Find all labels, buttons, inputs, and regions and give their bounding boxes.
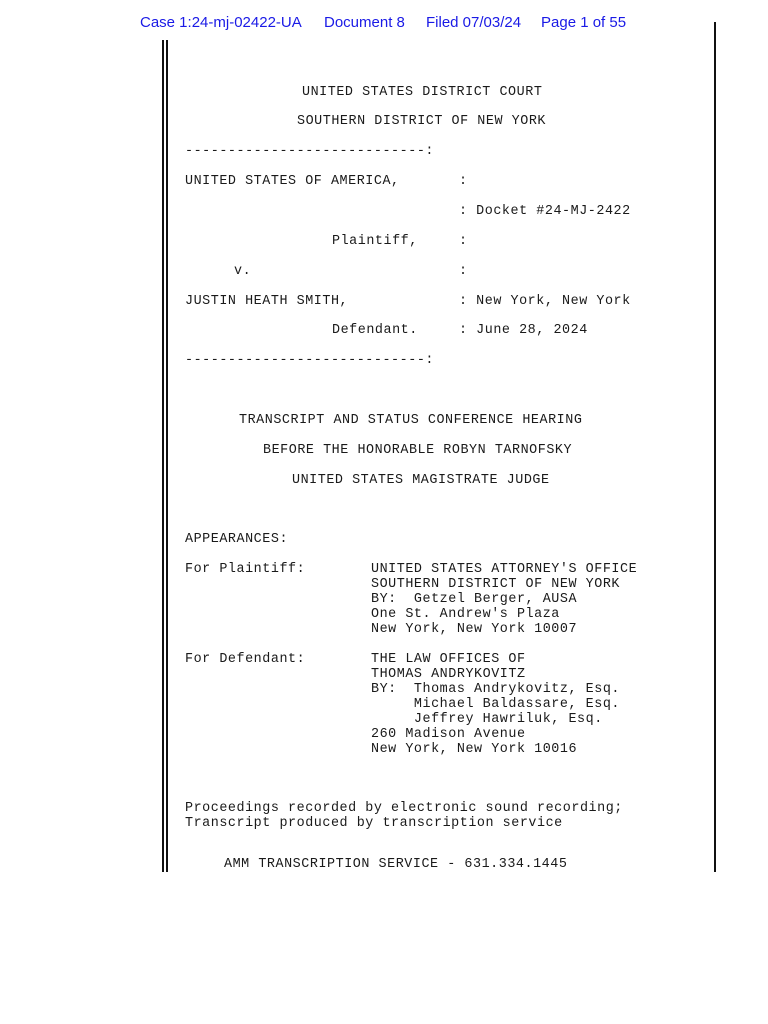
versus: v. [234, 264, 252, 279]
plaintiff-counsel-line: New York, New York 10007 [371, 622, 578, 637]
hearing-date: : June 28, 2024 [459, 323, 588, 338]
defendant-counsel-line: 260 Madison Avenue [371, 727, 526, 742]
court-name: UNITED STATES DISTRICT COURT [302, 85, 543, 100]
court-district: SOUTHERN DISTRICT OF NEW YORK [297, 114, 546, 129]
plaintiff-name: UNITED STATES OF AMERICA, [185, 174, 400, 189]
defendant-counsel-line: THOMAS ANDRYKOVITZ [371, 667, 526, 682]
plaintiff-counsel-label: For Plaintiff: [185, 562, 306, 577]
left-margin-rule-outer [162, 40, 164, 872]
plaintiff-counsel-line: UNITED STATES ATTORNEY'S OFFICE [371, 562, 638, 577]
plaintiff-counsel-line: BY: Getzel Berger, AUSA [371, 592, 578, 607]
caption-rule-top: ----------------------------: [185, 144, 434, 159]
recording-notice: Proceedings recorded by electronic sound recording; [185, 801, 623, 816]
transcript-title: TRANSCRIPT AND STATUS CONFERENCE HEARING [239, 413, 583, 428]
defendant-counsel-line: Jeffrey Hawriluk, Esq. [371, 712, 603, 727]
docket-number: : Docket #24-MJ-2422 [459, 204, 631, 219]
right-margin-rule [714, 22, 716, 872]
transcription-notice: Transcript produced by transcription service [185, 816, 563, 831]
defendant-counsel-line: BY: Thomas Andrykovitz, Esq. [371, 682, 620, 697]
ecf-filing-header [140, 14, 640, 34]
defendant-counsel-line: Michael Baldassare, Esq. [371, 697, 620, 712]
caption-rule-bottom: ----------------------------: [185, 353, 434, 368]
document-number: Document 8 [324, 14, 405, 31]
plaintiff-counsel-line: One St. Andrew's Plaza [371, 607, 560, 622]
left-margin-rule-inner [166, 40, 168, 872]
hearing-location: : New York, New York [459, 294, 631, 309]
judge-title-line: UNITED STATES MAGISTRATE JUDGE [292, 473, 550, 488]
caption-colon: : [459, 234, 468, 249]
presiding-judge-line: BEFORE THE HONORABLE ROBYN TARNOFSKY [263, 443, 573, 458]
filed-date: Filed 07/03/24 [426, 14, 522, 31]
plaintiff-counsel-line: SOUTHERN DISTRICT OF NEW YORK [371, 577, 620, 592]
defendant-counsel-line: New York, New York 10016 [371, 742, 578, 757]
defendant-counsel-line: THE LAW OFFICES OF [371, 652, 526, 667]
page-count: Page 1 of 55 [541, 14, 627, 31]
plaintiff-role: Plaintiff, [332, 234, 418, 249]
appearances-heading: APPEARANCES: [185, 532, 289, 547]
defendant-role: Defendant. [332, 323, 418, 338]
caption-colon: : [459, 264, 468, 279]
defendant-counsel-label: For Defendant: [185, 652, 306, 667]
defendant-name: JUSTIN HEATH SMITH, [185, 294, 349, 309]
transcription-service: AMM TRANSCRIPTION SERVICE - 631.334.1445 [224, 857, 568, 872]
caption-colon: : [459, 174, 468, 189]
case-number: Case 1:24-mj-02422-UA [140, 14, 302, 31]
